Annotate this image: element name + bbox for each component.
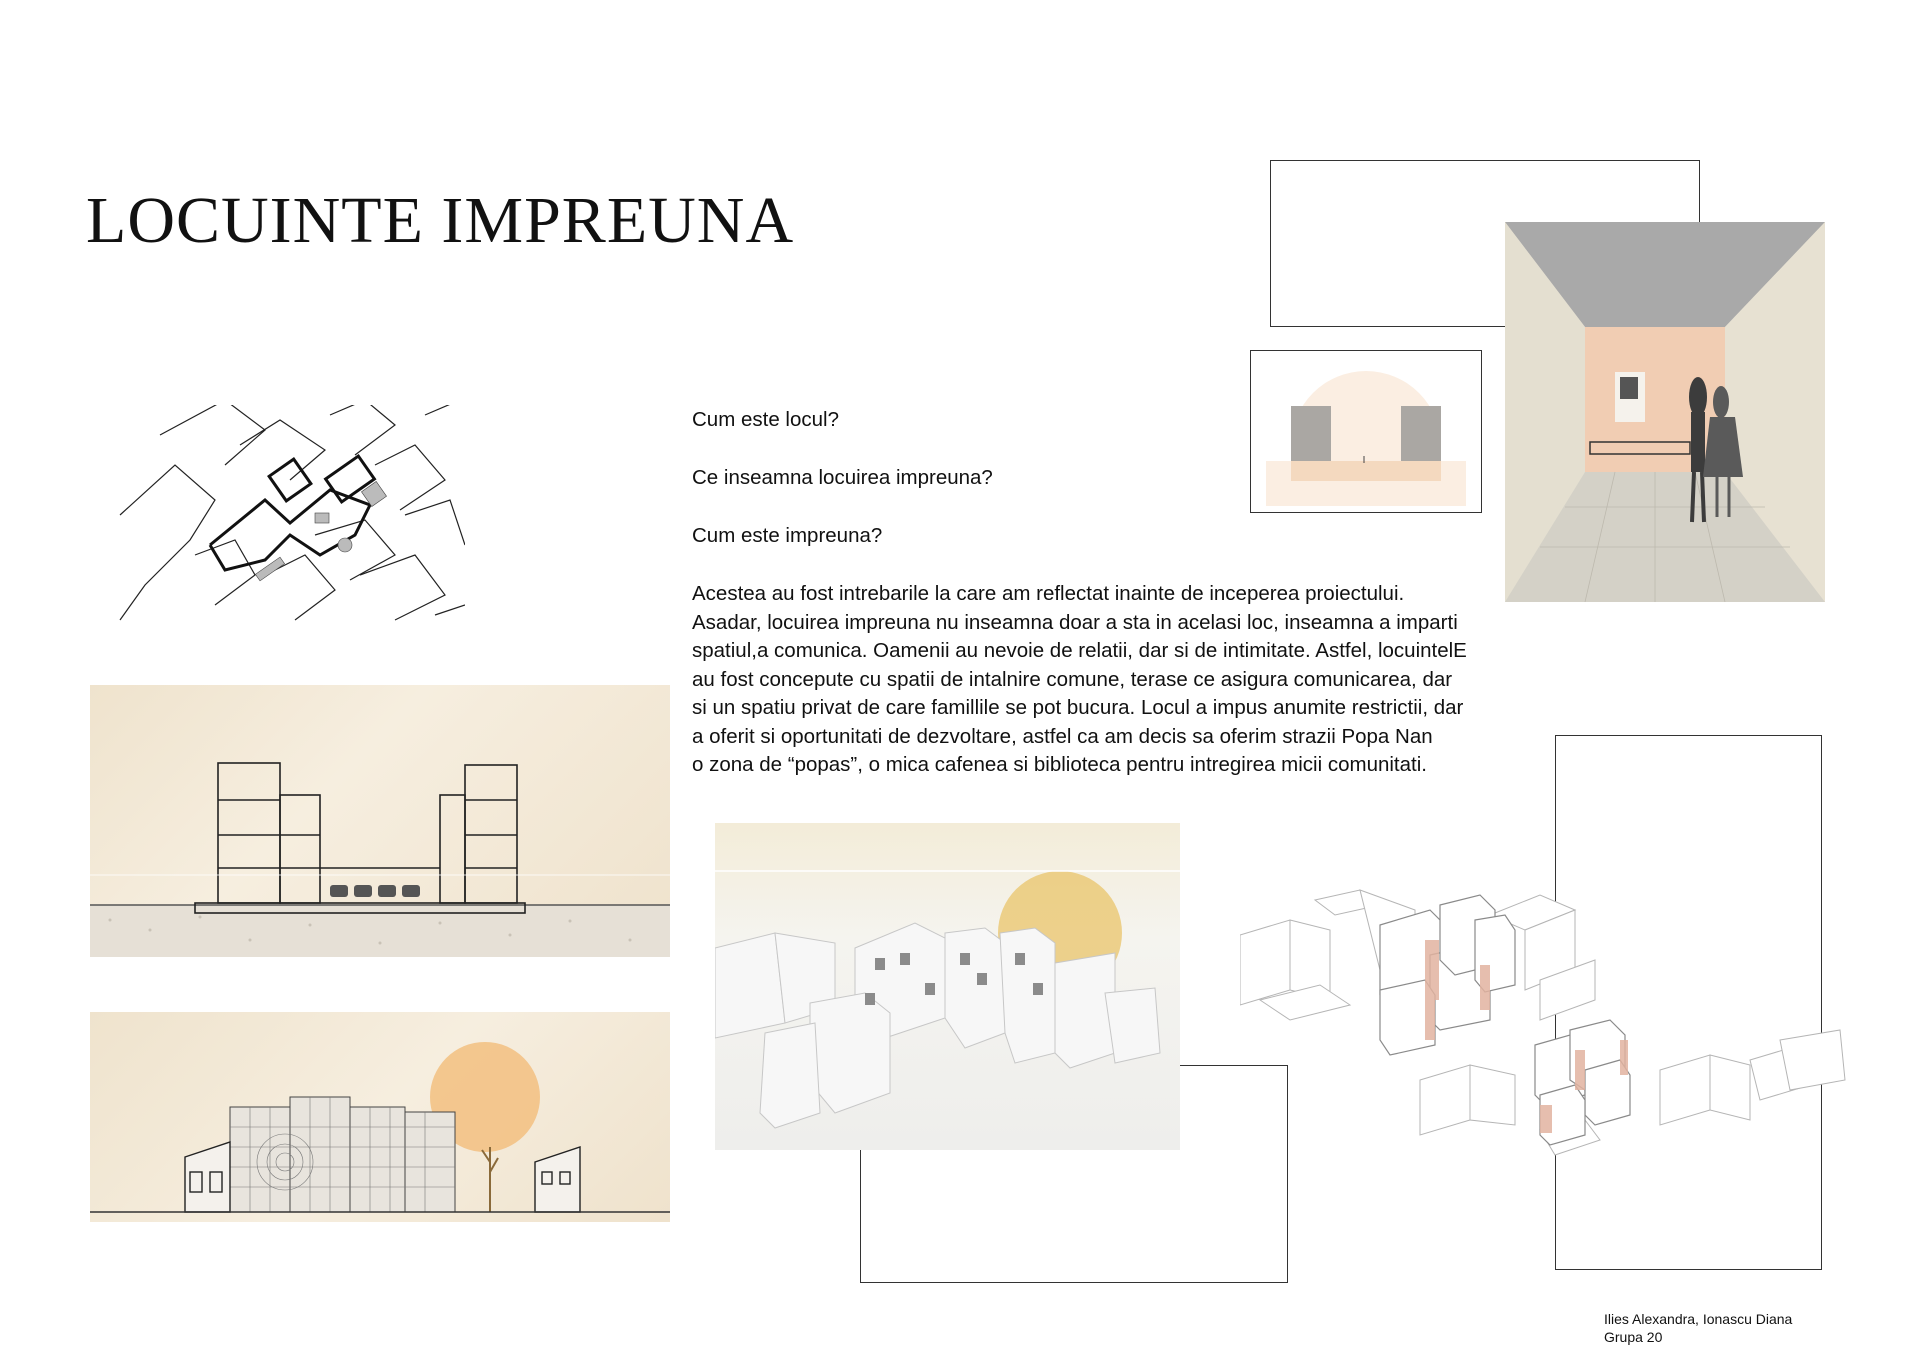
elevation-drawing [90, 1012, 670, 1222]
massing-3d-render [715, 823, 1180, 1150]
paragraph-line: a oferit si oportunitati de dezvoltare, astfel ca am decis sa oferim strazii Popa Nan [692, 724, 1433, 748]
credits-authors: Ilies Alexandra, Ionascu Diana [1604, 1311, 1793, 1327]
paragraph-line: Asadar, locuirea impreuna nu inseamna doar a sta in acelasi loc, inseamna a imparti [692, 610, 1458, 634]
paragraph-line: Acestea au fost intrebarile la care am reflectat inainte de inceperea proiectului. [692, 582, 1405, 605]
credits [1604, 1310, 1792, 1346]
section-diagram-thumbnail [1250, 350, 1482, 513]
question-2: Ce inseamna locuirea impreuna? [692, 466, 993, 489]
question-1: Cum este locul? [692, 408, 839, 431]
page-title: LOCUINTE IMPREUNA [86, 184, 795, 257]
axonometric-diagram [1240, 870, 1850, 1170]
paragraph-line: si un spatiu privat de care famillile se pot bucura. Locul a impus anumite restrictii, dar [692, 696, 1464, 719]
paragraph-line: au fost concepute cu spatii de intalnire comune, terase ce asigura comunicarea, dar [692, 667, 1453, 691]
paragraph-line: o zona de “popas”, o mica cafenea si biblioteca pentru intregirea micii comunitati. [692, 753, 1427, 776]
question-3: Cum este impreuna? [692, 524, 883, 547]
description-paragraph [692, 580, 1552, 780]
section-drawing [90, 685, 670, 957]
paragraph-line: spatiul,a comunica. Oamenii au nevoie de relatii, dar si de intimitate. Astfel, locuintelE [692, 639, 1467, 662]
credits-group: Grupa 20 [1604, 1329, 1663, 1345]
interior-courtyard-render [1505, 222, 1825, 602]
site-plan-drawing [115, 405, 465, 625]
